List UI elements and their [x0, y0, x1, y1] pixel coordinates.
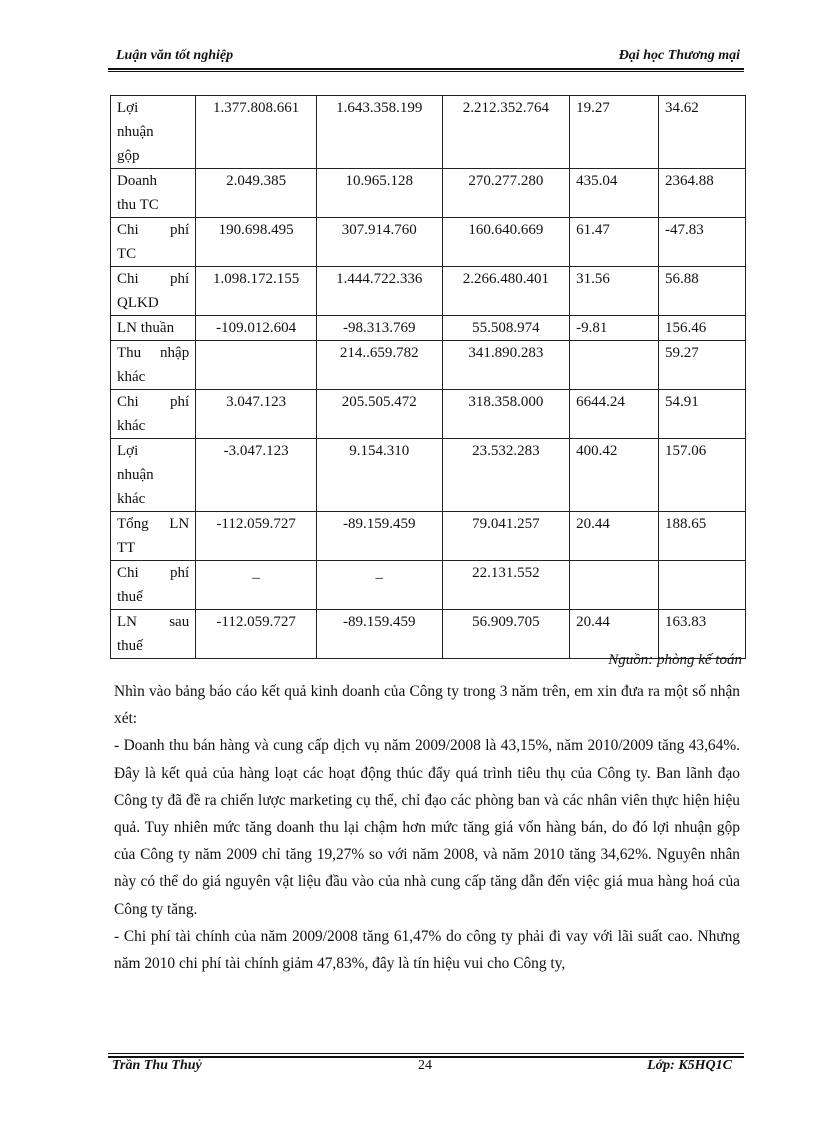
table-row — [111, 439, 746, 512]
pct-2009-2008-cell: 20.44 — [570, 610, 659, 659]
row-label-line: TT — [117, 540, 136, 556]
row-label-line: LN thuần — [117, 320, 175, 336]
value-2009-cell: -89.159.459 — [317, 512, 443, 561]
pct-2010-2009-cell: 163.83 — [659, 610, 746, 659]
table-source-note: Nguồn: phòng kế toán — [608, 652, 742, 668]
row-label — [111, 169, 196, 218]
pct-2010-2009-cell: 156.46 — [659, 316, 746, 341]
pct-2009-2008-cell — [570, 561, 659, 610]
row-label — [111, 218, 196, 267]
pct-2009-2008-cell: 435.04 — [570, 169, 659, 218]
row-label-line: Chi phí — [117, 271, 190, 287]
table-row — [111, 561, 746, 610]
header-divider-thin — [108, 71, 744, 72]
income-statement-table — [110, 95, 746, 659]
paragraph: - Doanh thu bán hàng và cung cấp dịch vụ năm 2009/2008 là 43,15%, năm 2010/2009 tăng 43,64%. Đây là kết quả của hàng loạt các hoạt động thúc đẩy quá trình tiêu thụ của Công ty. Ban lãnh đạo Công ty đã đề ra chiến lược marketing cụ thể, chỉ đạo các phòng ban và các nhân viên thực hiện hiệu quả. Tuy nhiên mức tăng doanh thu lại chậm hơn mức tăng giá vốn hàng bán, do đó lợi nhuận gộp của Công ty năm 2009 chỉ tăng 19,27% so với năm 2008, và năm 2010 tăng 34,62%. Nguyên nhân này có thể do giá nguyên vật liệu đầu vào của nhà cung cấp tăng dẫn đến việc giá mua hàng hoá của Công ty tăng. — [114, 737, 740, 918]
pct-2010-2009-cell: 2364.88 — [659, 169, 746, 218]
row-label-line: khác — [117, 418, 146, 434]
row-label-line: nhuận — [117, 467, 154, 483]
value-2010-cell: 270.277.280 — [442, 169, 570, 218]
value-2009-cell: 9.154.310 — [317, 439, 443, 512]
table-row — [111, 169, 746, 218]
footer-class: Lớp: K5HQ1C — [647, 1058, 732, 1073]
value-2009-cell: -89.159.459 — [317, 610, 443, 659]
value-2008-cell: _ — [196, 561, 317, 610]
pct-2009-2008-cell: 400.42 — [570, 439, 659, 512]
value-2008-cell: -109.012.604 — [196, 316, 317, 341]
pct-2010-2009-cell: 59.27 — [659, 341, 746, 390]
body-text — [114, 678, 740, 977]
row-label-line: Thu nhập — [117, 345, 190, 361]
value-2009-cell: 1.643.358.199 — [317, 96, 443, 169]
footer-author: Trần Thu Thuỷ — [112, 1058, 202, 1073]
row-label-line: thuế — [117, 638, 143, 654]
row-label — [111, 610, 196, 659]
value-2009-cell: 214..659.782 — [317, 341, 443, 390]
row-label — [111, 390, 196, 439]
page-number: 24 — [418, 1058, 432, 1073]
value-2009-cell: 1.444.722.336 — [317, 267, 443, 316]
pct-2009-2008-cell: 20.44 — [570, 512, 659, 561]
value-2008-cell: 3.047.123 — [196, 390, 317, 439]
row-label-line: Doanh — [117, 173, 157, 189]
row-label-line: Chi phí — [117, 394, 190, 410]
pct-2010-2009-cell: -47.83 — [659, 218, 746, 267]
row-label-line: Chi phí — [117, 222, 190, 238]
value-2009-cell: 205.505.472 — [317, 390, 443, 439]
row-label — [111, 341, 196, 390]
value-2010-cell: 22.131.552 — [442, 561, 570, 610]
value-2009-cell: -98.313.769 — [317, 316, 443, 341]
row-label-line: QLKD — [117, 295, 159, 311]
pct-2009-2008-cell — [570, 341, 659, 390]
value-2010-cell: 23.532.283 — [442, 439, 570, 512]
pct-2009-2008-cell: 6644.24 — [570, 390, 659, 439]
row-label-line: LN sau — [117, 614, 190, 630]
pct-2009-2008-cell: -9.81 — [570, 316, 659, 341]
value-2009-cell: 307.914.760 — [317, 218, 443, 267]
pct-2009-2008-cell: 61.47 — [570, 218, 659, 267]
table-row — [111, 316, 746, 341]
value-2010-cell: 56.909.705 — [442, 610, 570, 659]
pct-2010-2009-cell: 54.91 — [659, 390, 746, 439]
row-label-line: thuế — [117, 589, 143, 605]
row-label-line: Lợi — [117, 443, 139, 459]
value-2010-cell: 160.640.669 — [442, 218, 570, 267]
row-label-line: nhuận — [117, 124, 154, 140]
row-label — [111, 512, 196, 561]
table-row — [111, 96, 746, 169]
pct-2010-2009-cell: 34.62 — [659, 96, 746, 169]
header-thesis-title: Luận văn tốt nghiệp — [116, 48, 234, 63]
row-label-line: Lợi — [117, 100, 139, 116]
row-label-line: TC — [117, 246, 137, 262]
row-label-line: khác — [117, 369, 146, 385]
table-row — [111, 218, 746, 267]
value-2008-cell: 1.098.172.155 — [196, 267, 317, 316]
value-2008-cell: -112.059.727 — [196, 610, 317, 659]
table-row — [111, 390, 746, 439]
value-2010-cell: 2.266.480.401 — [442, 267, 570, 316]
paragraph: - Chi phí tài chính của năm 2009/2008 tăng 61,47% do công ty phải đi vay với lãi suất cao. Nhưng năm 2010 chi phí tài chính giảm 47,83%, đây là tín hiệu vui cho Công ty, — [114, 927, 740, 973]
header-divider — [108, 68, 744, 70]
page-footer — [112, 1058, 740, 1080]
value-2008-cell: 2.049.385 — [196, 169, 317, 218]
row-label — [111, 439, 196, 512]
value-2010-cell: 2.212.352.764 — [442, 96, 570, 169]
page-header — [112, 48, 740, 68]
value-2009-cell: 10.965.128 — [317, 169, 443, 218]
value-2008-cell — [196, 341, 317, 390]
value-2008-cell: -3.047.123 — [196, 439, 317, 512]
row-label-line: gộp — [117, 148, 140, 164]
value-2010-cell: 55.508.974 — [442, 316, 570, 341]
pct-2010-2009-cell: 188.65 — [659, 512, 746, 561]
value-2010-cell: 341.890.283 — [442, 341, 570, 390]
table-row — [111, 341, 746, 390]
row-label-line: thu TC — [117, 197, 159, 213]
table-row — [111, 267, 746, 316]
row-label-line: Chi phí — [117, 565, 190, 581]
footer-divider-thin — [108, 1053, 744, 1054]
value-2008-cell: 1.377.808.661 — [196, 96, 317, 169]
pct-2009-2008-cell: 19.27 — [570, 96, 659, 169]
value-2009-cell: _ — [317, 561, 443, 610]
row-label — [111, 316, 196, 341]
row-label — [111, 96, 196, 169]
pct-2010-2009-cell: 56.88 — [659, 267, 746, 316]
value-2010-cell: 79.041.257 — [442, 512, 570, 561]
value-2008-cell: -112.059.727 — [196, 512, 317, 561]
value-2010-cell: 318.358.000 — [442, 390, 570, 439]
pct-2010-2009-cell: 157.06 — [659, 439, 746, 512]
row-label-line: khác — [117, 491, 146, 507]
value-2008-cell: 190.698.495 — [196, 218, 317, 267]
table-row — [111, 512, 746, 561]
row-label — [111, 267, 196, 316]
row-label-line: Tổng LN — [117, 516, 190, 532]
paragraph: Nhìn vào bảng báo cáo kết quả kinh doanh của Công ty trong 3 năm trên, em xin đưa ra một số nhận xét: — [114, 683, 740, 728]
row-label — [111, 561, 196, 610]
pct-2010-2009-cell — [659, 561, 746, 610]
pct-2009-2008-cell: 31.56 — [570, 267, 659, 316]
header-university: Đại học Thương mại — [618, 48, 740, 63]
